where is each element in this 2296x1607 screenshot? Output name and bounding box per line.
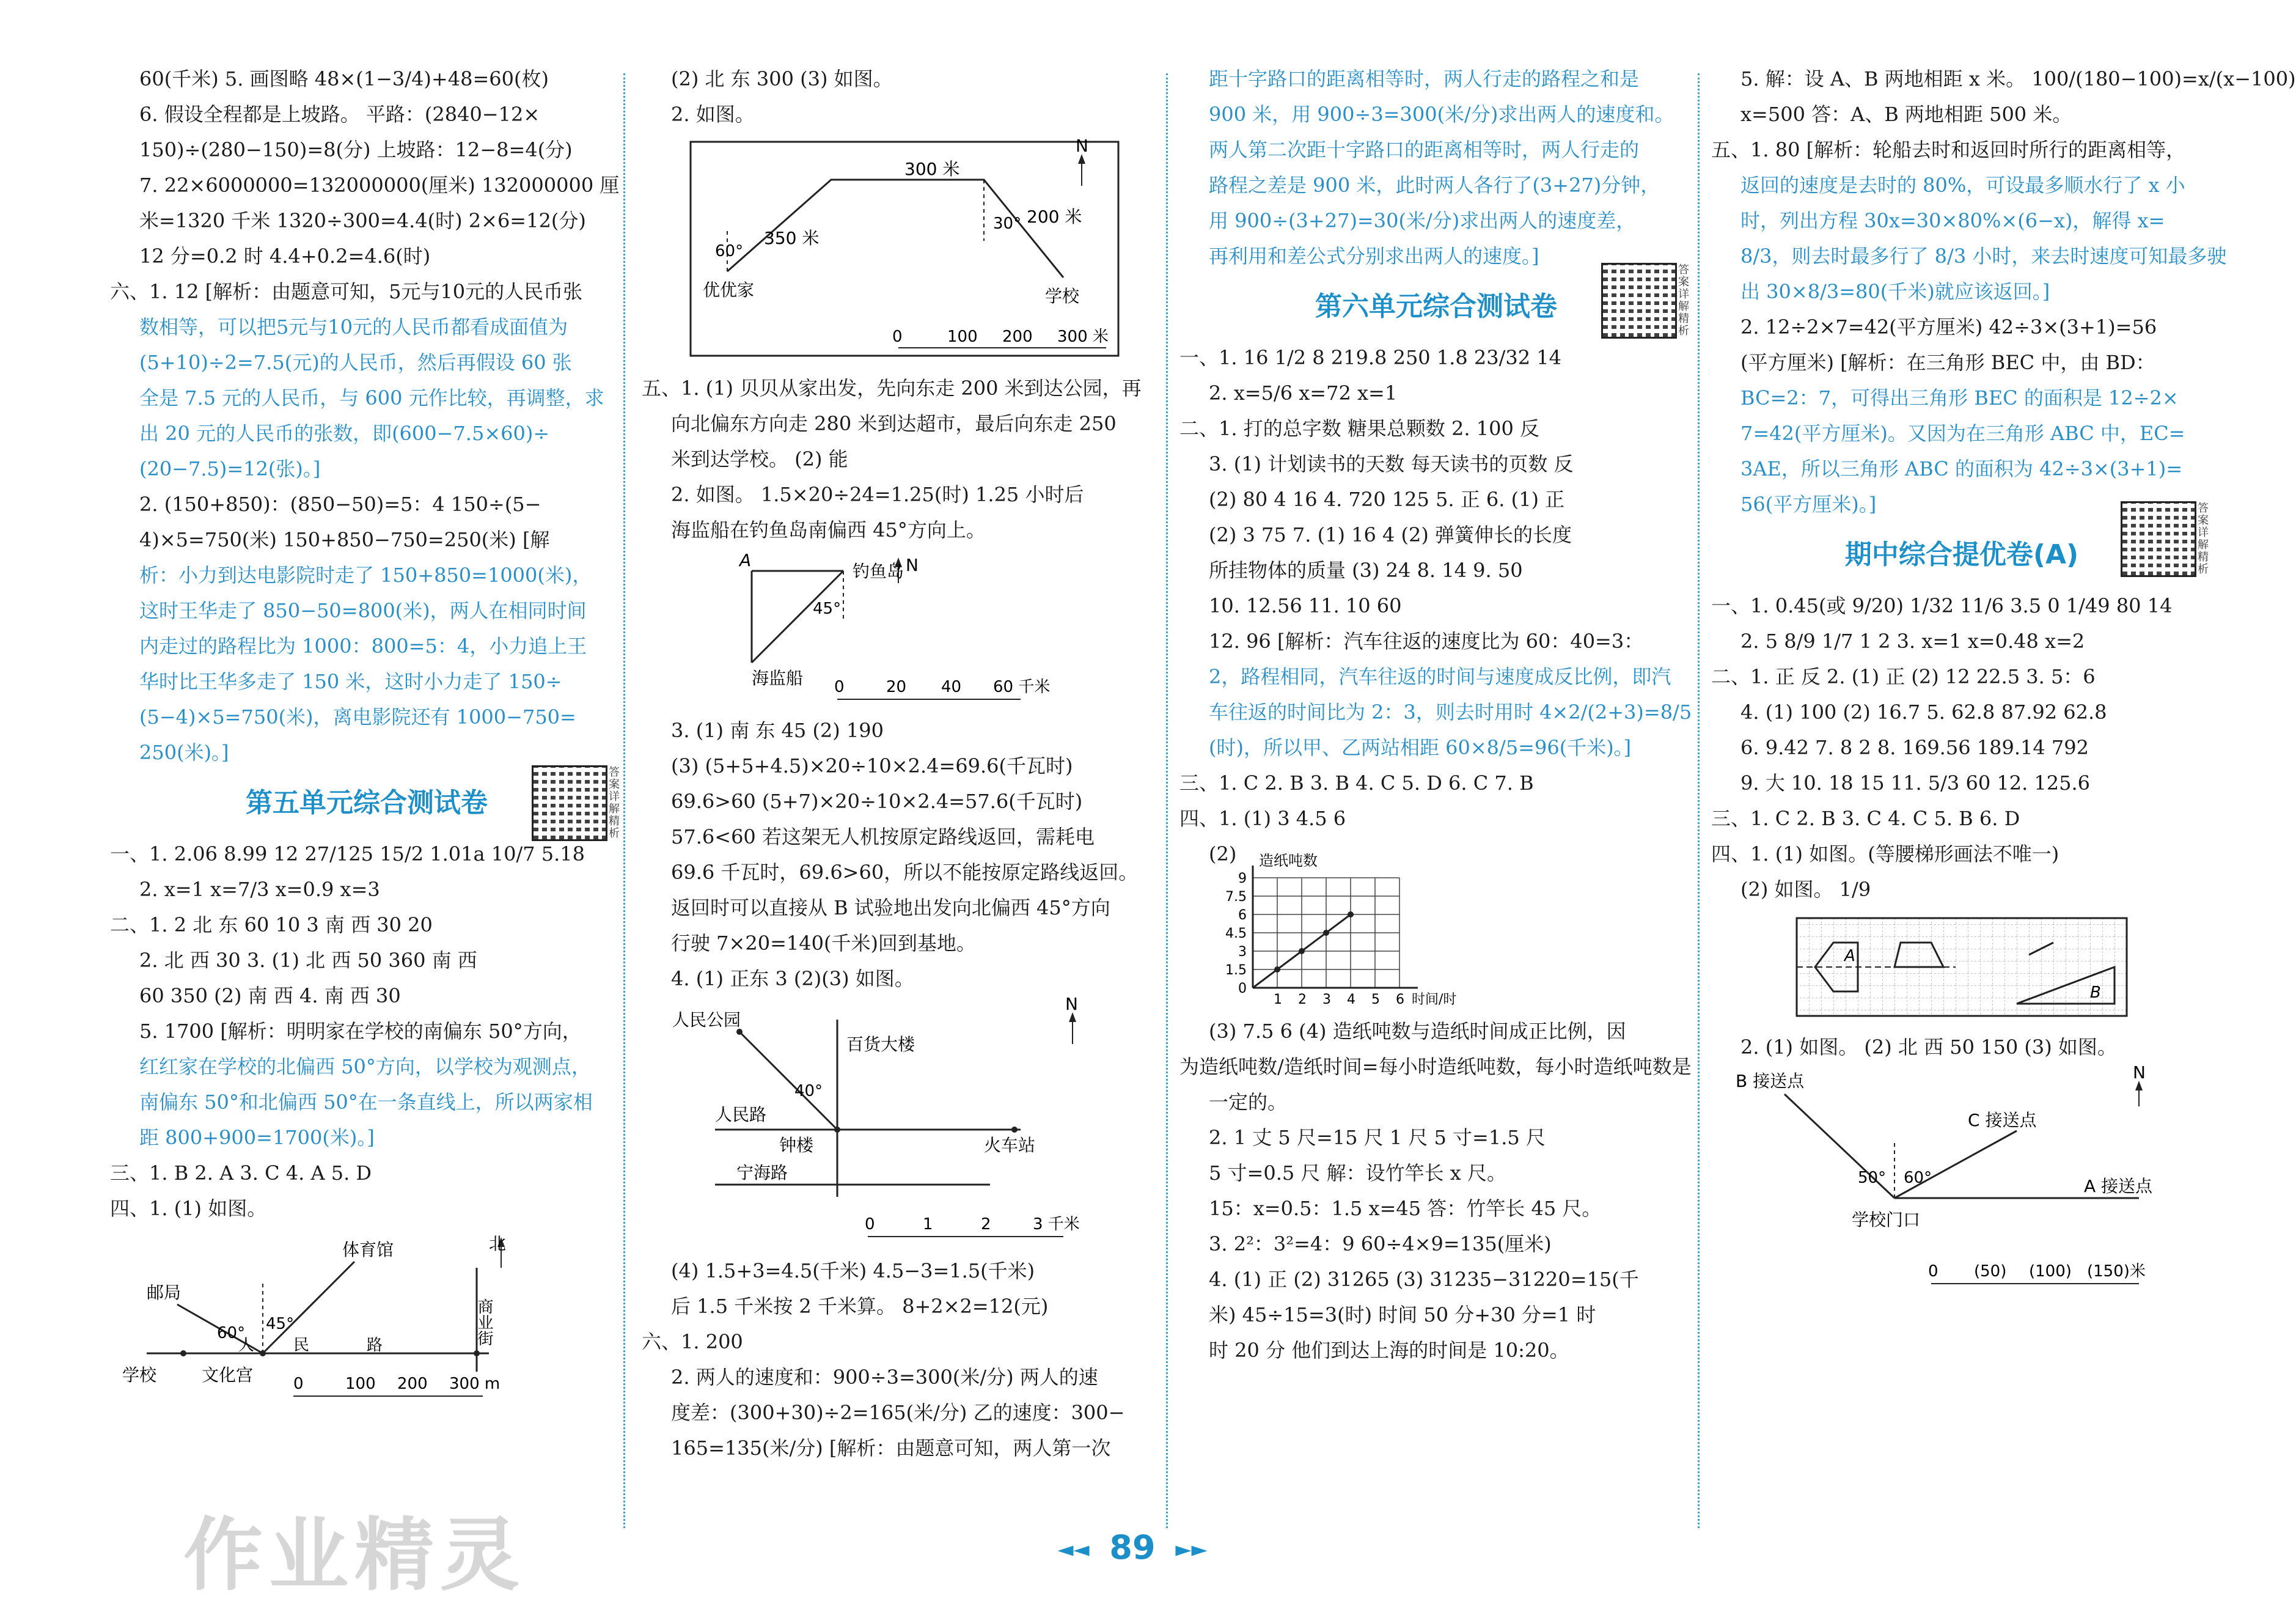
fig-label: N — [1076, 136, 1088, 156]
city-diagram — [642, 994, 1155, 1246]
fig-label: 300 米 — [904, 159, 960, 179]
answer-line: 三、1. C 2. B 3. B 4. C 5. D 6. C 7. B — [1179, 771, 1534, 795]
grid-diagram — [1711, 912, 2212, 1022]
fig-label: 50° — [1858, 1169, 1887, 1187]
fig-label: 30° — [993, 215, 1022, 233]
scale-label: 0 — [865, 1215, 875, 1234]
pickup-diagram — [1711, 1062, 2212, 1296]
analysis-line: 出 20 元的人民币的张数，即(600−7.5×60)÷ — [139, 422, 550, 445]
analysis-line: (时)，所以甲、乙两站相距 60×8/5=96(千米)。] — [1209, 736, 1632, 759]
analysis-line: 返回的速度是去时的 80%，可设最多顺水行了 x 小 — [1740, 174, 2185, 197]
answer-line: (2) 3 75 7. (1) 16 4 (2) 弹簧伸长的长度 — [1209, 523, 1572, 546]
scale-label: 3 千米 — [1033, 1215, 1080, 1234]
fig-label: 民 — [293, 1336, 310, 1355]
answer-line: 6. 假设全程都是上坡路。 平路：(2840−12× — [139, 103, 540, 126]
fig-label: C 接送点 — [1968, 1110, 2037, 1130]
answer-line: 2. 5 8/9 1/7 1 2 3. x=1 x=0.48 x=2 — [1740, 630, 2085, 653]
column-2 — [642, 61, 1161, 1540]
watermark-logo: 作业精灵 — [183, 1509, 526, 1601]
answer-line: 69.6 千瓦时，69.6>60，所以不能按原定路线返回。 — [671, 861, 1139, 884]
analysis-line: BC=2：7，可得出三角形 BEC 的面积是 12÷2× — [1740, 386, 2179, 410]
answer-line: (2) 80 4 16 4. 720 125 5. 正 6. (1) 正 — [1209, 488, 1565, 511]
y-tick-label: 4.5 — [1225, 926, 1247, 941]
qr-code[interactable] — [2121, 501, 2196, 577]
fig-label: 200 米 — [1027, 207, 1082, 227]
analysis-line: 华时比王华多走了 150 米，这时小力走了 150÷ — [139, 670, 562, 693]
analysis-line: 车往返的时间比为 2：3，则去时用时 4×2/(2+3)=8/5 — [1209, 701, 1692, 724]
scale-label: 2 — [981, 1215, 991, 1234]
answer-line: 2. 1 丈 5 尺=15 尺 1 尺 5 寸=1.5 尺 — [1209, 1126, 1546, 1149]
scale-label: (50) — [1974, 1262, 2007, 1281]
answer-line: 4. (1) 正 (2) 31265 (3) 31235−31220=15(千 — [1209, 1268, 1639, 1291]
answer-line: 3. 2²：3²=4：9 60÷4×9=135(厘米) — [1209, 1232, 1552, 1256]
scale-label: 1 — [923, 1215, 933, 1234]
answer-line: 5. 解：设 A、B 两地相距 x 米。 100/(180−100)=x/(x−100) — [1740, 67, 2296, 90]
answer-line: 二、1. 2 北 东 60 10 3 南 西 30 20 — [110, 913, 433, 936]
fig-label: 350 米 — [764, 228, 820, 248]
x-tick-label: 3 — [1322, 992, 1331, 1007]
section-title: 第六单元综合测试卷 — [1315, 291, 1557, 322]
answer-line: 度差：(300+30)÷2=165(米/分) 乙的速度：300− — [671, 1401, 1125, 1424]
answer-line: 米) 45÷15=3(时) 时间 50 分+30 分=1 时 — [1209, 1303, 1596, 1326]
answer-line: (2) — [1209, 842, 1237, 866]
analysis-line: 时，列出方程 30x=30×80%×(6−x)，解得 x= — [1740, 209, 2165, 232]
fig-label: 邮局 — [147, 1282, 182, 1303]
answer-line: 四、1. (1) 如图。 — [110, 1197, 267, 1220]
data-point — [1274, 966, 1280, 973]
answer-line: (3) (5+5+4.5)×20÷10×2.4=69.6(千瓦时) — [671, 754, 1073, 778]
fig-label: 人民公园 — [672, 1010, 741, 1030]
figure-grid-shapes — [1711, 912, 2212, 1024]
y-tick-label: 6 — [1238, 908, 1247, 923]
qr-code[interactable] — [532, 765, 607, 841]
column-3 — [1179, 61, 1693, 1540]
answer-line: 一、1. 2.06 8.99 12 27/125 15/2 1.01a 10/7 5.18 — [110, 842, 585, 866]
section-header — [1179, 263, 1693, 337]
answer-line: 3. (1) 南 东 45 (2) 190 — [671, 719, 884, 742]
answer-line: 4. (1) 正东 3 (2)(3) 如图。 — [671, 967, 914, 990]
answer-line: 时 20 分 他们到达上海的时间是 10:20。 — [1209, 1339, 1569, 1362]
answer-line: 7. 22×6000000=132000000(厘米) 132000000 厘 — [139, 174, 620, 197]
data-point — [1323, 930, 1329, 936]
fig-label: 钟楼 — [779, 1135, 814, 1155]
fig-label: 45° — [813, 600, 842, 618]
analysis-line: 这时王华走了 850−50=800(米)，两人在相同时间 — [139, 599, 587, 622]
fig-label: N — [2133, 1062, 2146, 1083]
analysis-line: 内走过的路程比为 1000：800=5：4，小力追上王 — [139, 634, 587, 658]
figure-diaoyu — [642, 550, 1161, 708]
analysis-line: 900 米，用 900÷3=300(米/分)求出两人的速度和。 — [1209, 103, 1674, 126]
page-footer — [0, 1528, 2265, 1567]
scale-label: 20 — [886, 678, 907, 696]
fig-label: 文化宫 — [202, 1365, 254, 1385]
answer-line: 10. 12.56 11. 10 60 — [1209, 594, 1402, 617]
y-tick-label: 9 — [1238, 871, 1247, 886]
x-tick-label: 2 — [1298, 992, 1307, 1007]
fig-label: 人民路 — [715, 1105, 767, 1125]
fig-label: 路 — [367, 1336, 383, 1355]
answer-line: 60(千米) 5. 画图略 48×(1−3/4)+48=60(枚) — [139, 67, 549, 90]
analysis-line: (5+10)÷2=7.5(元)的人民币，然后再假设 60 张 — [139, 351, 572, 374]
answer-line: 六、1. 200 — [642, 1330, 743, 1353]
analysis-line: (20−7.5)=12(张)。] — [139, 457, 321, 480]
fig-label: 40° — [794, 1082, 823, 1100]
x-axis-label: 时间/时 — [1412, 992, 1457, 1007]
analysis-line: 出 30×8/3=80(千米)就应该返回。] — [1740, 280, 2050, 303]
answer-line: 为造纸吨数/造纸时间=每小时造纸吨数，每小时造纸吨数是 — [1179, 1055, 1692, 1078]
analysis-line: 路程之差是 900 米，此时两人各行了(3+27)分钟， — [1209, 174, 1660, 197]
fig-label: 人 — [238, 1336, 255, 1355]
x-tick-label: 6 — [1396, 992, 1404, 1007]
answer-line: (平方厘米) [解析：在三角形 BEC 中，由 BD： — [1740, 351, 2155, 374]
answer-line: x=500 答：A、B 两地相距 500 米。 — [1740, 103, 2072, 126]
answer-line: 米到达学校。 (2) 能 — [671, 447, 848, 471]
fig-label: 北 — [489, 1234, 507, 1254]
answer-line: 2. (150+850)：(850−50)=5：4 150÷(5− — [139, 493, 541, 516]
analysis-line: 56(平方厘米)。] — [1740, 493, 1877, 516]
column-1 — [110, 61, 623, 1540]
column-divider — [1698, 73, 1700, 1528]
answer-line: 15：x=0.5：1.5 x=45 答：竹竿长 45 尺。 — [1209, 1197, 1602, 1220]
figure-map-school — [110, 1231, 623, 1405]
answer-line: (2) 如图。 1/9 — [1740, 878, 1871, 901]
qr-label: 答案详解精析 — [609, 766, 620, 840]
scale-label: 200 — [1002, 328, 1033, 346]
answer-line: 69.6>60 (5+7)×20÷10×2.4=57.6(千瓦时) — [671, 790, 1083, 813]
data-point — [1299, 948, 1305, 954]
analysis-line: 两人第二次距十字路口的距离相等时，两人行走的 — [1209, 138, 1640, 161]
figure-pickup-map — [1711, 1062, 2212, 1298]
answer-line: 4. (1) 100 (2) 16.7 5. 62.8 87.92 62.8 — [1740, 701, 2107, 724]
scale-label: 0 — [1928, 1262, 1938, 1281]
answer-line: 57.6<60 若这架无人机按原定路线返回，需耗电 — [671, 825, 1095, 848]
fig-label: 商业街 — [475, 1298, 493, 1346]
fig-label: B — [2090, 984, 2101, 1002]
answer-line: 五、1. 80 [解析：轮船去时和返回时所行的距离相等， — [1711, 138, 2186, 161]
fig-label: A — [739, 550, 752, 570]
analysis-line: 红红家在学校的北偏西 50°方向，以学校为观测点， — [139, 1055, 591, 1078]
fig-label: 60° — [715, 242, 744, 260]
y-tick-label: 1.5 — [1225, 963, 1247, 978]
answer-line: 一、1. 16 1/2 8 219.8 250 1.8 23/32 14 — [1179, 346, 1562, 369]
scale-label: (150)米 — [2087, 1262, 2146, 1281]
answer-line: 向北偏东方向走 280 米到达超市，最后向东走 250 — [671, 412, 1117, 435]
fig-label: N — [1065, 994, 1078, 1014]
x-tick-label: 4 — [1347, 992, 1355, 1007]
qr-label: 答案详解精析 — [2198, 502, 2209, 576]
answer-line: 2. 如图。 1.5×20÷24=1.25(时) 1.25 小时后 — [671, 483, 1084, 506]
qr-code[interactable] — [1601, 263, 1677, 339]
analysis-line: 用 900÷(3+27)=30(米/分)求出两人的速度差， — [1209, 209, 1636, 232]
answer-line: 9. 大 10. 18 15 11. 5/3 60 12. 125.6 — [1740, 771, 2091, 795]
answer-line: 4)×5=750(米) 150+850−750=250(米) [解 — [139, 528, 550, 551]
analysis-line: 8/3，则去时最多行了 8/3 小时，来去时速度可知最多驶 — [1740, 245, 2227, 268]
analysis-line: 南偏东 50°和北偏西 50°在一条直线上，所以两家相 — [139, 1090, 593, 1114]
answer-line: 海监船在钓鱼岛南偏西 45°方向上。 — [671, 518, 986, 542]
fig-label: 体育馆 — [342, 1240, 394, 1260]
answer-line: 5. 1700 [解析：明明家在学校的南偏东 50°方向， — [139, 1020, 582, 1043]
answer-line: 五、1. (1) 贝贝从家出发，先向东走 200 米到达公园，再 — [642, 377, 1142, 400]
data-point — [1348, 911, 1354, 917]
page-number: 89 — [1109, 1528, 1156, 1567]
answer-line: 一、1. 0.45(或 9/20) 1/32 11/6 3.5 0 1/49 80 14 — [1711, 594, 2173, 617]
answer-line: 2. 如图。 — [671, 103, 755, 126]
figure-route-map — [642, 137, 1161, 366]
scale-label: 0 — [892, 328, 903, 346]
scale-label: (100) — [2029, 1262, 2072, 1281]
fig-label: A — [1844, 947, 1855, 965]
answer-line: 2. x=1 x=7/3 x=0.9 x=3 — [139, 878, 380, 901]
scale-label: 100 — [345, 1375, 376, 1393]
column-4 — [1711, 61, 2296, 1540]
answer-line: 二、1. 打的总字数 糖果总颗数 2. 100 反 — [1179, 417, 1540, 440]
section-header — [110, 766, 623, 840]
answer-line: 三、1. B 2. A 3. C 4. A 5. D — [110, 1161, 372, 1185]
scale-label: 0 — [293, 1375, 304, 1393]
analysis-line: 距 800+900=1700(米)。] — [139, 1126, 375, 1149]
answer-line: 四、1. (1) 如图。(等腰梯形画法不唯一) — [1711, 842, 2059, 866]
analysis-line: 7=42(平方厘米)。又因为在三角形 ABC 中，EC= — [1740, 422, 2185, 445]
fig-label: 百货大楼 — [846, 1034, 915, 1054]
scale-label: 300 米 — [1057, 328, 1109, 346]
answer-line: 165=135(米/分) [解析：由题意可知，两人第一次 — [671, 1436, 1111, 1460]
fig-label: 火车站 — [984, 1135, 1036, 1155]
analysis-line: 全是 7.5 元的人民币，与 600 元作比较，再调整，求 — [139, 386, 604, 410]
figure-city-map — [642, 994, 1161, 1248]
route-diagram — [642, 137, 1155, 363]
y-tick-label: 3 — [1238, 944, 1247, 960]
answer-line: (2) 北 东 300 (3) 如图。 — [671, 67, 893, 90]
analysis-line: 距十字路口的距离相等时，两人行走的路程之和是 — [1209, 67, 1640, 90]
scale-label: 100 — [947, 328, 978, 346]
x-tick-label: 5 — [1371, 992, 1380, 1007]
diaoyu-diagram — [642, 550, 1155, 705]
y-axis-label: 造纸吨数 — [1259, 852, 1318, 869]
section-title: 期中综合提优卷(A) — [1844, 539, 2079, 570]
answer-line: (3) 7.5 6 (4) 造纸吨数与造纸时间成正比例，因 — [1209, 1020, 1626, 1043]
line-chart — [1179, 847, 1693, 1006]
figure-paper-chart — [1179, 847, 1693, 1009]
y-tick-label: 0 — [1238, 981, 1247, 996]
analysis-line: 再利用和差公式分别求出两人的速度。] — [1209, 245, 1539, 268]
x-tick-label: 1 — [1274, 992, 1282, 1007]
fig-label: B 接送点 — [1736, 1071, 1805, 1091]
analysis-line: 3AE，所以三角形 ABC 的面积为 42÷3×(3+1)= — [1740, 457, 2183, 480]
answer-line: (4) 1.5+3=4.5(千米) 4.5−3=1.5(千米) — [671, 1259, 1035, 1282]
answer-line: 二、1. 正 反 2. (1) 正 (2) 12 22.5 3. 5：6 — [1711, 665, 2096, 688]
answer-line: 150)÷(280−150)=8(分) 上坡路：12−8=4(分) — [139, 138, 573, 161]
analysis-line: 析：小力到达电影院时走了 150+850=1000(米)， — [139, 564, 592, 587]
answer-line: 12 分=0.2 时 4.4+0.2=4.6(时) — [139, 245, 431, 268]
answer-line: 四、1. (1) 3 4.5 6 — [1179, 807, 1346, 830]
analysis-line: 2，路程相同，汽车往返的时间与速度成反比例，即汽 — [1209, 665, 1671, 688]
analysis-line: (5−4)×5=750(米)，离电影院还有 1000−750= — [139, 705, 576, 729]
answer-line: 三、1. C 2. B 3. C 4. C 5. B 6. D — [1711, 807, 2020, 830]
section-title: 第五单元综合测试卷 — [246, 787, 488, 818]
analysis-line: 数相等，可以把5元与10元的人民币都看成面值为 — [139, 315, 568, 339]
answer-line: 2. 两人的速度和：900÷3=300(米/分) 两人的速 — [671, 1366, 1098, 1389]
fig-label: 学校门口 — [1852, 1210, 1921, 1230]
map-diagram — [110, 1231, 623, 1402]
answer-line: 米=1320 千米 1320÷300=4.4(时) 2×6=12(分) — [139, 209, 586, 232]
answer-line: 6. 9.42 7. 8 2 8. 169.56 189.14 792 — [1740, 736, 2089, 759]
prev-page-icon[interactable]: ◄◄ — [1057, 1537, 1090, 1562]
scale-label: 40 — [941, 678, 962, 696]
answer-line: 后 1.5 千米按 2 千米算。 8+2×2=12(元) — [671, 1295, 1049, 1318]
fig-label: 海监船 — [752, 668, 804, 688]
next-page-icon[interactable]: ►► — [1175, 1537, 1208, 1562]
answer-line: 一定的。 — [1209, 1090, 1288, 1114]
scale-label: 300 m — [449, 1375, 501, 1393]
scale-label: 0 — [834, 678, 845, 696]
y-tick-label: 7.5 — [1225, 889, 1247, 905]
fig-label: 学校 — [122, 1365, 157, 1385]
answer-line: 5 寸=0.5 尺 解：设竹竿长 x 尺。 — [1209, 1161, 1506, 1185]
answer-line: 2. x=5/6 x=72 x=1 — [1209, 381, 1398, 405]
answer-line: 返回时可以直接从 B 试验地出发向北偏西 45°方向 — [671, 896, 1110, 919]
analysis-line: 250(米)。] — [139, 741, 229, 764]
fig-label: 宁海路 — [736, 1163, 788, 1183]
scale-label: 200 — [397, 1375, 428, 1393]
answer-line: 3. (1) 计划读书的天数 每天读书的页数 反 — [1209, 452, 1574, 476]
fig-label: A 接送点 — [2084, 1176, 2153, 1196]
column-divider — [1166, 73, 1168, 1528]
answer-line: 所挂物体的质量 (3) 24 8. 14 9. 50 — [1209, 559, 1523, 582]
answer-line: 2. 北 西 30 3. (1) 北 西 50 360 南 西 — [139, 949, 477, 972]
answer-line: 行驶 7×20=140(千米)回到基地。 — [671, 932, 976, 955]
answer-line: 2. (1) 如图。 (2) 北 西 50 150 (3) 如图。 — [1740, 1035, 2117, 1059]
fig-label: N — [906, 555, 919, 575]
fig-label: 优优家 — [703, 280, 755, 300]
fig-label: 钓鱼岛 — [853, 561, 904, 581]
fig-label: 45° — [266, 1315, 295, 1333]
scale-label: 60 千米 — [993, 678, 1051, 696]
fig-label: 60° — [217, 1324, 246, 1342]
answer-line: 12. 96 [解析：汽车往返的速度比为 60：40=3： — [1209, 630, 1644, 653]
fig-label: 学校 — [1045, 286, 1080, 306]
answer-line: 60 350 (2) 南 西 4. 南 西 30 — [139, 984, 401, 1007]
answer-line: 2. 12÷2×7=42(平方厘米) 42÷3×(3+1)=56 — [1740, 315, 2157, 339]
fig-label: 60° — [1904, 1169, 1932, 1187]
qr-label: 答案详解精析 — [1678, 263, 1689, 337]
answer-line: 六、1. 12 [解析：由题意可知，5元与10元的人民币张 — [110, 280, 583, 303]
